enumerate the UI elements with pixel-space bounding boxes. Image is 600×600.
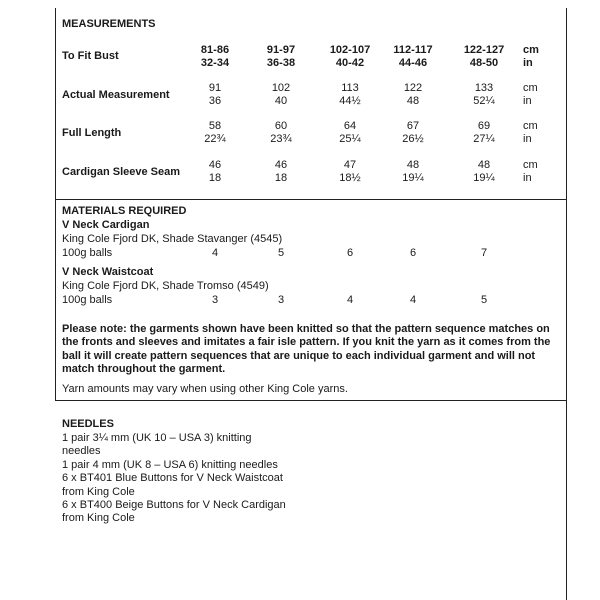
size-3-in: 40-42 (335, 57, 365, 69)
size-4-in: 44-46 (398, 57, 428, 69)
sleeve-unit-in: in (523, 172, 532, 184)
actual-cm-2: 102 (271, 82, 291, 94)
length-cm-2: 60 (274, 120, 288, 132)
cardigan-qty-4: 6 (409, 247, 417, 259)
actual-in-3: 44½ (339, 95, 361, 107)
actual-unit-cm: cm (523, 82, 538, 94)
actual-in-1: 36 (208, 95, 222, 107)
sleeve-in-1: 18 (208, 172, 222, 184)
waistcoat-yarn: King Cole Fjord DK, Shade Tromso (4549) (62, 280, 269, 292)
size-2-cm: 91-97 (266, 44, 296, 56)
sleeve-cm-2: 46 (274, 159, 288, 171)
cardigan-qty-5: 7 (480, 247, 488, 259)
sleeve-unit-cm: cm (523, 159, 538, 171)
length-in-3: 25¼ (339, 133, 361, 145)
length-cm-5: 69 (477, 120, 491, 132)
yarn-note: Yarn amounts may vary when using other King Cole yarns. (62, 383, 348, 395)
cardigan-name: V Neck Cardigan (62, 219, 150, 231)
needles-line: 6 x BT401 Blue Buttons for V Neck Waistcoat (62, 472, 283, 484)
sleeve-in-4: 19¼ (402, 172, 424, 184)
length-in-4: 26½ (402, 133, 424, 145)
cardigan-qty-2: 5 (277, 247, 285, 259)
waistcoat-qty-4: 4 (409, 294, 417, 306)
sleeve-cm-3: 47 (343, 159, 357, 171)
size-1-cm: 81-86 (200, 44, 230, 56)
size-2-in: 36-38 (266, 57, 296, 69)
cardigan-yarn: King Cole Fjord DK, Shade Stavanger (4545) (62, 233, 283, 245)
length-in-2: 23¾ (270, 133, 292, 145)
actual-cm-4: 122 (403, 82, 423, 94)
actual-in-4: 48 (406, 95, 420, 107)
actual-cm-1: 91 (208, 82, 222, 94)
size-5-cm: 122-127 (463, 44, 505, 56)
actual-cm-5: 133 (474, 82, 494, 94)
divider-materials (55, 400, 567, 401)
row-label-to-fit-bust: To Fit Bust (62, 50, 119, 62)
length-unit-in: in (523, 133, 532, 145)
length-in-1: 22¾ (204, 133, 226, 145)
needles-line: needles (62, 445, 101, 457)
sleeve-in-5: 19¼ (473, 172, 495, 184)
pattern-note: Please note: the garments shown have been knitted so that the pattern sequence matches on the fronts and sleeves and imitates a fair isle pattern. If you knit the yarn as it comes from the ball it will create pattern sequences that are unique to each individual garment and will not match throughout the garment. (62, 323, 551, 375)
sleeve-in-2: 18 (274, 172, 288, 184)
needles-line: 1 pair 3¼ mm (UK 10 – USA 3) knitting (62, 432, 252, 444)
length-cm-1: 58 (208, 120, 222, 132)
sleeve-cm-5: 48 (477, 159, 491, 171)
size-3-cm: 102-107 (329, 44, 371, 56)
actual-cm-3: 113 (341, 82, 359, 94)
waistcoat-qty-1: 3 (211, 294, 219, 306)
waistcoat-qty-3: 4 (346, 294, 354, 306)
size-4-cm: 112-117 (393, 44, 433, 56)
unit-cm-header: cm (523, 44, 539, 56)
actual-unit-in: in (523, 95, 532, 107)
cardigan-qty-1: 4 (211, 247, 219, 259)
row-label-actual-measurement: Actual Measurement (62, 89, 170, 101)
needles-line: from King Cole (62, 486, 135, 498)
length-in-5: 27¼ (473, 133, 495, 145)
left-border (55, 8, 56, 400)
waistcoat-qty-2: 3 (277, 294, 285, 306)
size-5-in: 48-50 (469, 57, 499, 69)
actual-in-5: 52¼ (473, 95, 495, 107)
waistcoat-name: V Neck Waistcoat (62, 266, 154, 278)
needles-line: 1 pair 4 mm (UK 8 – USA 6) knitting needles (62, 459, 278, 471)
cardigan-qty-3: 6 (346, 247, 354, 259)
row-label-sleeve-seam: Cardigan Sleeve Seam (62, 166, 181, 178)
sleeve-cm-1: 46 (208, 159, 222, 171)
right-border (566, 8, 567, 600)
materials-title: MATERIALS REQUIRED (62, 205, 187, 217)
divider-measurements (55, 199, 567, 200)
length-cm-4: 67 (406, 120, 420, 132)
waistcoat-qty-5: 5 (480, 294, 488, 306)
sleeve-in-3: 18½ (339, 172, 361, 184)
row-label-full-length: Full Length (62, 127, 122, 139)
unit-in-header: in (523, 57, 533, 69)
waistcoat-unit: 100g balls (62, 294, 113, 306)
needles-line: 6 x BT400 Beige Buttons for V Neck Cardigan (62, 499, 286, 511)
needles-line: from King Cole (62, 512, 135, 524)
cardigan-unit: 100g balls (62, 247, 113, 259)
actual-in-2: 40 (274, 95, 288, 107)
measurements-title: MEASUREMENTS (62, 18, 156, 30)
length-unit-cm: cm (523, 120, 538, 132)
needles-title: NEEDLES (62, 418, 114, 430)
length-cm-3: 64 (343, 120, 357, 132)
sleeve-cm-4: 48 (406, 159, 420, 171)
size-1-in: 32-34 (200, 57, 230, 69)
